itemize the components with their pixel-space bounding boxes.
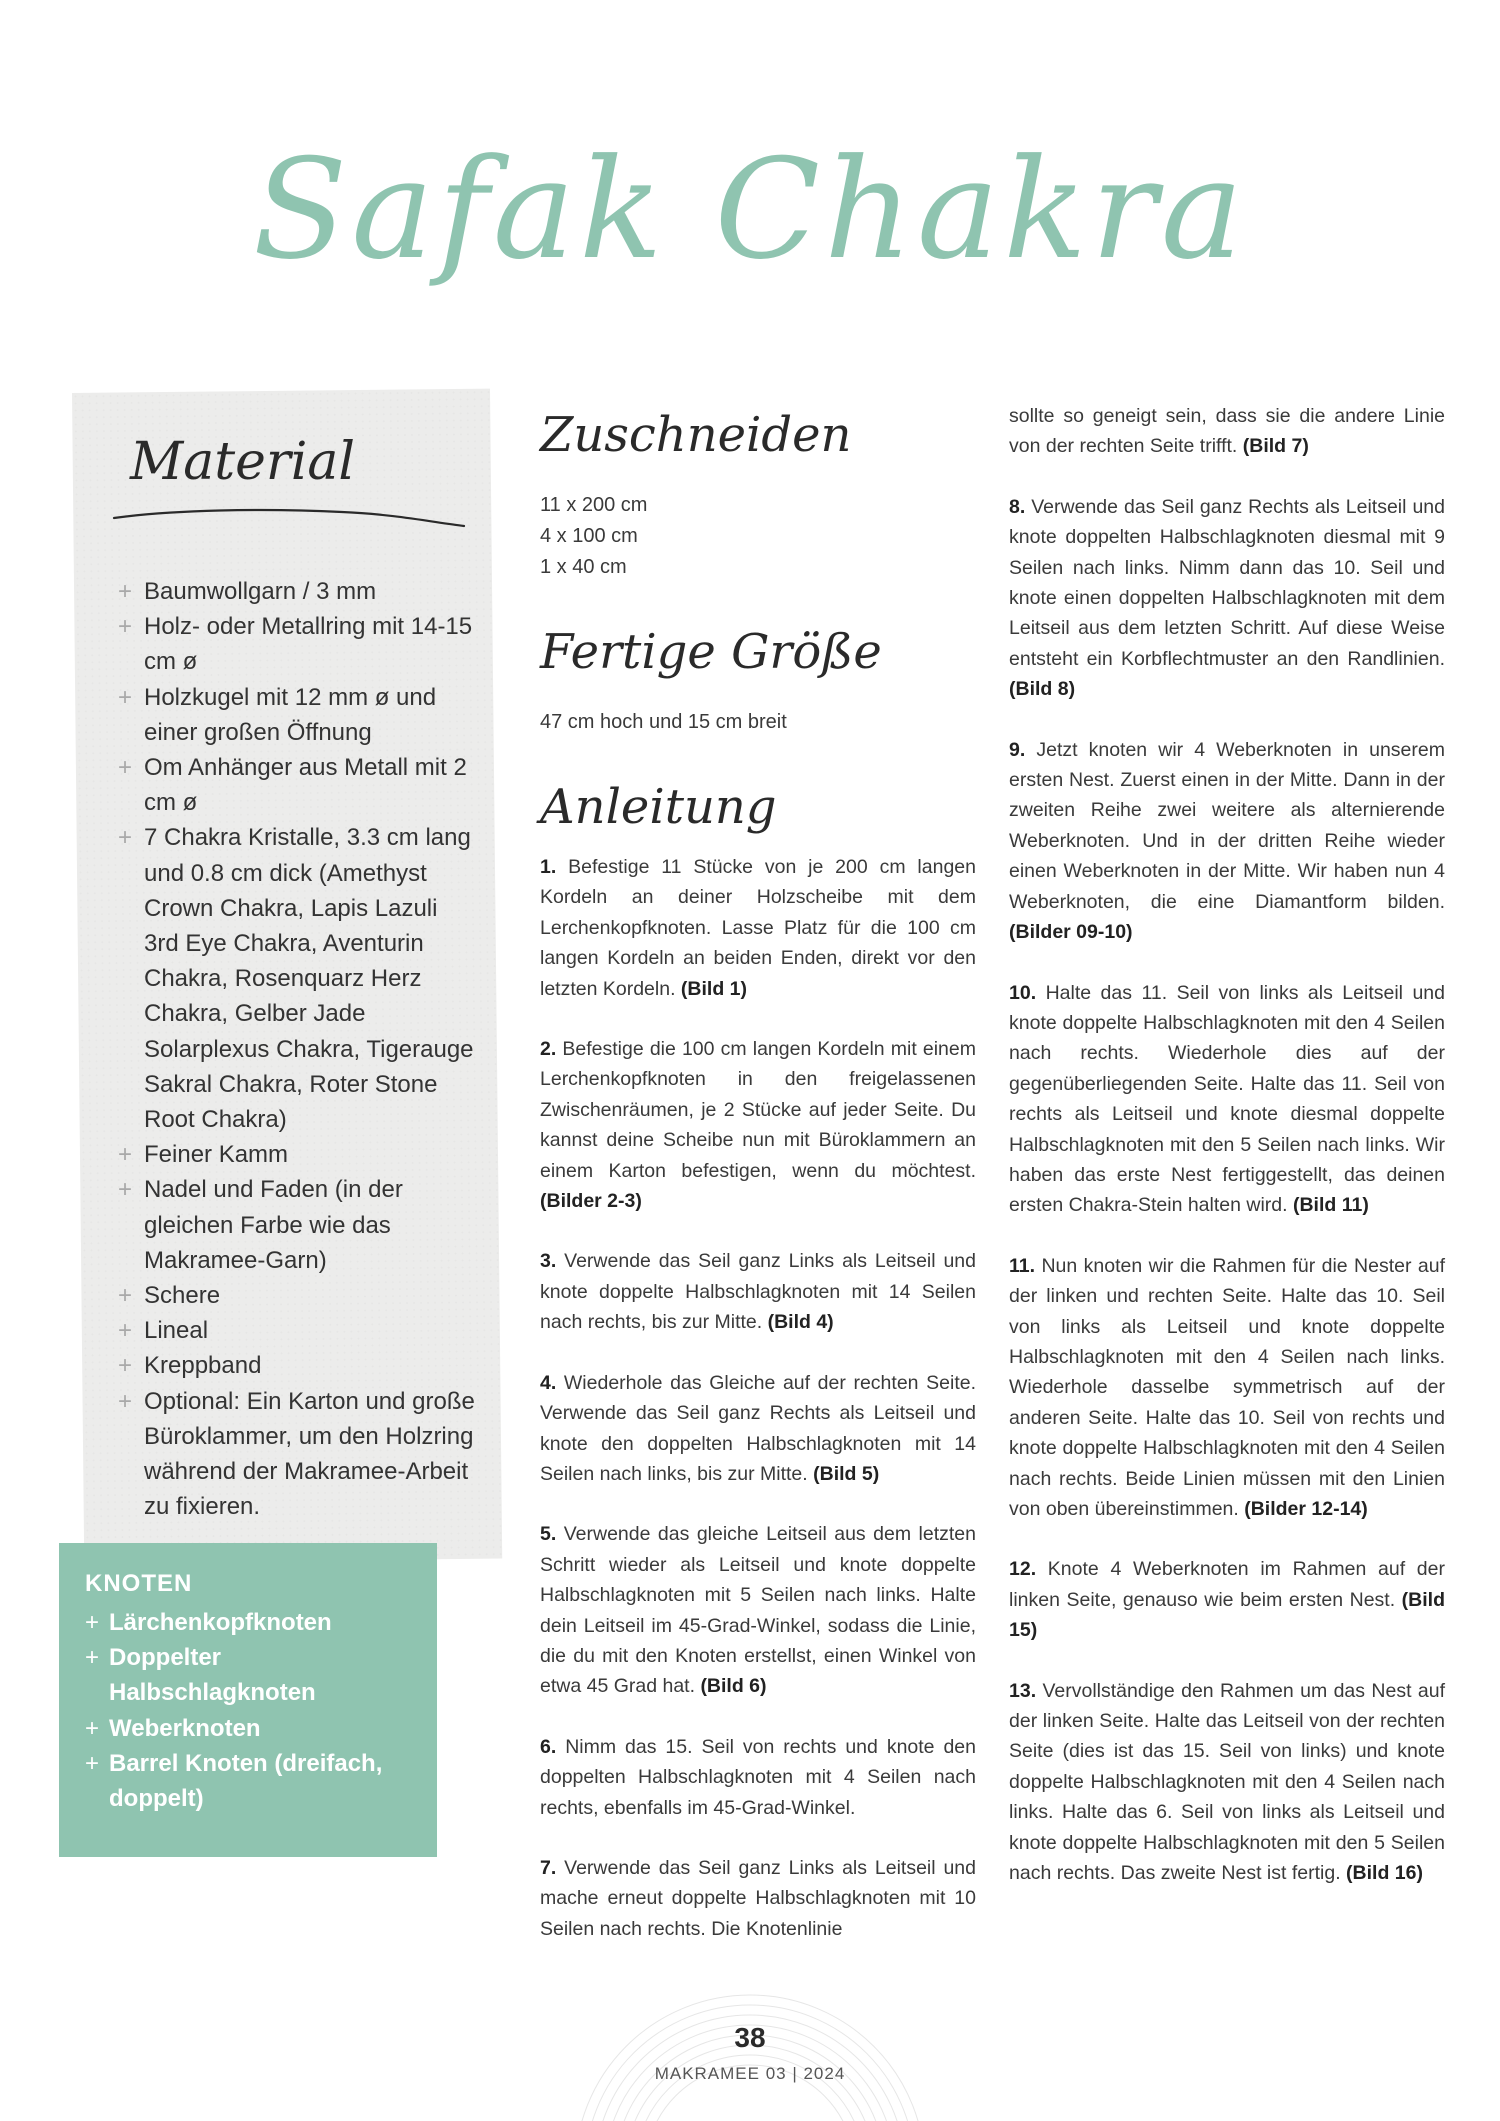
step-text: Knote 4 Weberknoten im Rahmen auf der linken Seite, genauso wie beim ersten Nest. (1009, 1558, 1445, 1611)
image-reference: (Bilder 2-3) (540, 1190, 642, 1213)
list-item (85, 1640, 425, 1710)
list-item (118, 750, 478, 820)
page-title: Safak Chakra (252, 129, 1248, 290)
material-item: 7 Chakra Kristalle, 3.3 cm lang und 0.8 cm dick (Amethyst Crown Chakra, Lapis Lazuli 3rd Eye Chakra, Aventurin Chakra, Rosenquarz Herz Chakra, Gelber Jade Solarplexus Chakra, Tigerauge Sakral Chakra, Roter Stone Root Chakra) (144, 824, 474, 1134)
step-gap (1009, 462, 1445, 492)
step-text: Jetzt knoten wir 4 Weberknoten in unserem ersten Nest. Zuerst einen in der Mitte. Dann in der zweiten Reihe zwei weitere als alternierende Weberknoten. Und in der dritten Reihe wieder einen Weberknoten in der Mitte. Wir haben nun 4 Weberknoten, die eine Diamantform bilden. (1009, 738, 1445, 913)
list-item (85, 1746, 425, 1816)
list-item (118, 1313, 478, 1348)
list-item (118, 609, 478, 679)
plus-icon: + (118, 578, 133, 605)
step-number: 7. (540, 1856, 557, 1879)
list-item (118, 1348, 478, 1383)
image-reference: (Bild 15) (1009, 1588, 1445, 1642)
material-list (118, 574, 478, 1524)
instruction-step (1009, 978, 1445, 1221)
plus-icon: + (85, 1609, 100, 1636)
step-gap (1009, 1524, 1445, 1554)
instruction-step (540, 1732, 976, 1823)
list-item (118, 1384, 478, 1525)
list-item (118, 820, 478, 1137)
plus-icon: + (85, 1714, 100, 1742)
image-reference: (Bild 16) (1346, 1862, 1423, 1885)
image-reference: (Bild 5) (813, 1462, 880, 1485)
plus-icon: + (118, 824, 133, 852)
list-item (118, 680, 478, 750)
material-item: Holzkugel mit 12 mm ø und einer großen Öffnung (144, 683, 437, 746)
step-gap (540, 1338, 976, 1368)
step-gap (540, 1216, 976, 1246)
cut-line: 4 x 100 cm (540, 525, 638, 547)
list-item (118, 1172, 478, 1278)
instruction-step (1009, 492, 1445, 705)
plus-icon: + (85, 1644, 100, 1672)
material-item: Holz- oder Metallring mit 14-15 cm ø (144, 613, 473, 676)
step-gap (540, 1702, 976, 1732)
list-item (85, 1605, 425, 1640)
plus-icon: + (118, 754, 133, 782)
image-reference: (Bild 7) (1242, 435, 1309, 458)
instruction-step (540, 1519, 976, 1701)
step-number: 11. (1009, 1254, 1036, 1277)
plus-icon: + (85, 1749, 100, 1777)
plus-icon: + (118, 1387, 133, 1415)
step-number: 3. (540, 1250, 557, 1273)
instruction-step (1009, 1251, 1445, 1525)
step-number: 5. (540, 1523, 557, 1546)
material-item: Nadel und Faden (in der gleichen Farbe wie das Makramee-Garn) (144, 1176, 403, 1274)
steps-middle (540, 852, 976, 1944)
knots-list (85, 1605, 425, 1816)
material-item: Kreppband (144, 1352, 262, 1380)
plus-icon: + (118, 613, 133, 641)
step-text: Nun knoten wir die Rahmen für die Nester auf der linken und rechten Seite. Halte das 10. Seil von links als Leitseil und knote doppelte Halbschlagknoten mit den 4 Seilen nach links. Wiederhole dasselbe symmetrisch auf der anderen Seite. Halte das 10. Seil von rechts und knote doppelte Halbschlagknoten mit den 4 Seilen nach rechts. Beide Linien müssen mit den Linien von oben übereinstimmen. (1009, 1254, 1445, 1520)
instruction-step (540, 852, 976, 1004)
size-text: 47 cm hoch und 15 cm breit (540, 711, 787, 733)
step-text: Verwende das gleiche Leitseil aus dem letzten Schritt wieder als Leitseil und knote doppelte Halbschlagknoten mit 5 Seilen nach links. Halte dein Leitseil im 45-Grad-Winkel, sodass die Linie, die du mit den Knoten erstellst, einen Winkel von etwa 45 Grad hat. (540, 1523, 976, 1698)
middle-column (540, 400, 976, 1944)
knot-item: Lärchenkopfknoten (109, 1609, 332, 1636)
step-number: 10. (1009, 981, 1037, 1004)
step-text: Vervollständige den Rahmen um das Nest auf der linken Seite. Halte das Leitseil von der rechten Seite (dies ist das 15. Seil von links) und knote doppelte Halbschlagknoten mit den 4 Seilen nach links. Halte das 6. Seil von links als Leitseil und knote doppelte Halbschlagknoten mit den 5 Seilen nach rechts. Das zweite Nest ist fertig. (1009, 1679, 1445, 1885)
step-number: 4. (540, 1371, 557, 1394)
decorative-rings (580, 1990, 920, 2121)
list-item (118, 574, 478, 609)
material-heading: Material (130, 432, 356, 492)
instruction-step (540, 1034, 976, 1216)
image-reference: (Bild 11) (1292, 1194, 1369, 1217)
image-reference: (Bild 8) (1009, 678, 1076, 701)
step-text: Befestige 11 Stücke von je 200 cm langen Kordeln an deiner Holzscheibe mit dem Lerchenkopfknoten. Lasse Platz für die 100 cm langen Kordeln an beiden Enden, direkt vor den letzten Kordeln. (540, 856, 976, 1000)
step-text: sollte so geneigt sein, dass sie die andere Linie von der rechten Seite trifft. (1009, 405, 1445, 458)
step-gap (1009, 705, 1445, 735)
material-item: Lineal (144, 1317, 209, 1345)
plus-icon: + (118, 1352, 133, 1380)
step-number: 2. (540, 1038, 557, 1061)
step-text: Befestige die 100 cm langen Kordeln mit einem Lerchenkopfknoten in den freigelassenen Zwischenräumen, je 2 Stücke auf jeder Seite. Du kannst deine Scheibe nun mit Büroklammern an einem Karton befestigen, wenn du möchtest. (540, 1038, 976, 1182)
magazine-issue: MAKRAMEE 03 | 2024 (654, 2064, 846, 2083)
plus-icon: + (118, 1176, 133, 1204)
knots-title: KNOTEN (85, 1570, 193, 1597)
image-reference: (Bild 6) (700, 1675, 767, 1698)
step-number: 6. (540, 1735, 557, 1758)
plus-icon: + (118, 1282, 133, 1310)
material-item: Schere (144, 1282, 221, 1310)
image-reference: (Bild 1) (680, 977, 748, 1000)
plus-icon: + (118, 1141, 133, 1169)
instruction-step (1009, 401, 1445, 462)
plus-icon: + (118, 1317, 133, 1345)
material-item: Om Anhänger aus Metall mit 2 cm ø (144, 754, 467, 817)
step-gap (540, 1004, 976, 1034)
page-number: 38 (734, 2022, 766, 2053)
list-item (118, 1278, 478, 1313)
knots-box (59, 1543, 437, 1857)
size-heading: Fertige Größe (540, 624, 882, 680)
step-gap (1009, 1221, 1445, 1251)
material-item: Baumwollgarn / 3 mm (144, 578, 377, 605)
step-number: 13. (1009, 1679, 1037, 1702)
instruction-step (540, 1246, 976, 1337)
image-reference: (Bilder 12-14) (1244, 1498, 1368, 1520)
swash-underline (112, 500, 472, 540)
knot-item: Weberknoten (109, 1714, 261, 1742)
image-reference: (Bilder 09-10) (1009, 921, 1133, 944)
instructions-heading: Anleitung (540, 779, 777, 835)
step-gap (540, 1489, 976, 1519)
steps-right (1009, 401, 1445, 1888)
step-text: Verwende das Seil ganz Links als Leitseil und knote doppelte Halbschlagknoten mit 14 Seilen nach rechts, bis zur Mitte. (540, 1250, 976, 1334)
list-item (118, 1137, 478, 1172)
step-gap (540, 1823, 976, 1853)
step-number: 1. (540, 856, 557, 878)
knot-item: Doppelter Halbschlagknoten (109, 1644, 316, 1707)
instruction-step (1009, 1554, 1445, 1645)
step-number: 8. (1009, 495, 1026, 518)
knot-item: Barrel Knoten (dreifach, doppelt) (109, 1749, 383, 1813)
cut-heading: Zuschneiden (540, 407, 852, 463)
plus-icon: + (118, 683, 133, 711)
image-reference: (Bild 4) (767, 1311, 834, 1334)
instruction-step (540, 1853, 976, 1944)
material-item: Optional: Ein Karton und große Büroklammer, um den Holzring während der Makramee-Arbeit zu fixieren. (144, 1387, 475, 1521)
step-text: Verwende das Seil ganz Links als Leitseil und mache erneut doppelte Halbschlagknoten mit 10 Seilen nach rechts. Die Knotenlinie (540, 1856, 976, 1940)
step-text: Halte das 11. Seil von links als Leitseil und knote doppelte Halbschlagknoten mit den 4 Seilen nach rechts. Wiederhole dies auf der gegenüberliegenden Seite. Halte das 11. Seil von rechts als Leitseil und knote diesmal doppelte Halbschlagknoten mit den 5 Seilen nach links. Wir haben das erste Nest fertiggestellt, das deinen ersten Chakra-Stein halten wird. (1009, 981, 1445, 1217)
instruction-step (1009, 735, 1445, 948)
step-text: Nimm das 15. Seil von rechts und knote den doppelten Halbschlagknoten mit 4 Seilen nach rechts, ebenfalls im 45-Grad-Winkel. (540, 1735, 976, 1819)
step-number: 12. (1009, 1558, 1037, 1581)
step-text: Wiederhole das Gleiche auf der rechten Seite. Verwende das Seil ganz Rechts als Leitseil und knote den doppelten Halbschlagknoten mit 14 Seilen nach links, bis zur Mitte. (540, 1371, 976, 1485)
cut-list (540, 490, 976, 583)
material-item: Feiner Kamm (144, 1141, 289, 1169)
step-text: Verwende das Seil ganz Rechts als Leitseil und knote doppelten Halbschlagknoten diesmal mit 9 Seilen nach links. Nimm dann das 10. Seil und knote einen doppelten Halbschlagknoten mit dem Leitseil aus dem letzten Schritt. Auf diese Weise entsteht ein Korbflechtmuster an den Randlinien. (1009, 495, 1445, 670)
cut-line: 11 x 200 cm (540, 494, 648, 516)
cut-line: 1 x 40 cm (540, 556, 627, 578)
instruction-step (540, 1368, 976, 1490)
instruction-step (1009, 1676, 1445, 1889)
step-gap (1009, 1646, 1445, 1676)
list-item (85, 1711, 425, 1746)
step-gap (1009, 948, 1445, 978)
step-number: 9. (1009, 738, 1026, 761)
